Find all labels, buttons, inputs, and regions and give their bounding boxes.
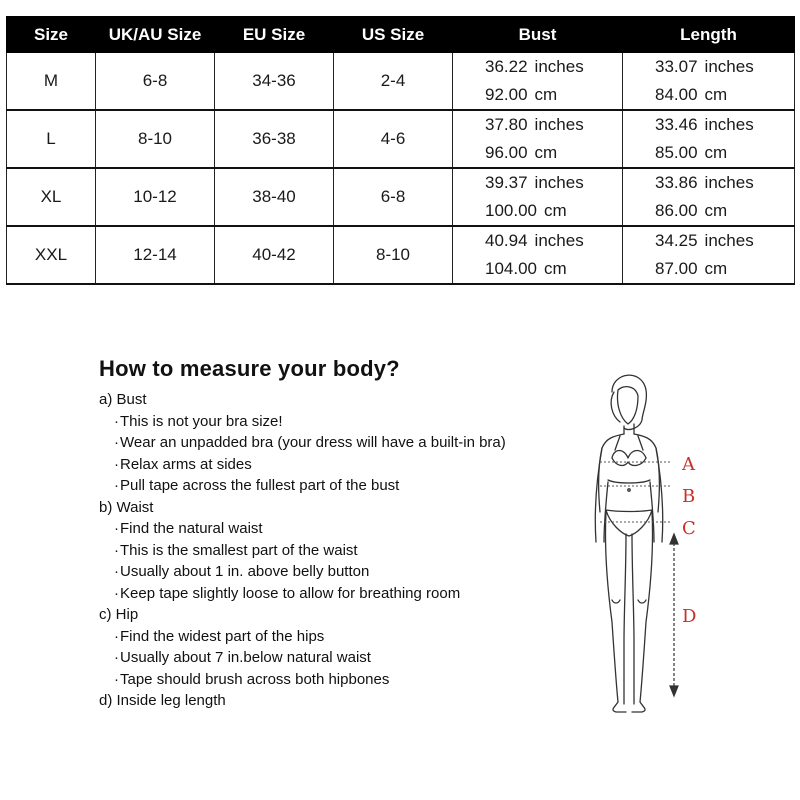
cell-length-inches bbox=[623, 110, 795, 139]
cell-length-cm bbox=[623, 139, 795, 168]
bullet-dot-icon: · bbox=[114, 563, 119, 580]
guide-bullet-item bbox=[99, 411, 579, 433]
guide-section-label: c) Hip bbox=[99, 606, 139, 623]
size-chart-table bbox=[6, 16, 795, 285]
cell-bust-inches-value: 40.94 bbox=[485, 231, 528, 250]
guide-bullet-text: Wear an unpadded bra (your dress will have a built-in bra) bbox=[120, 434, 506, 451]
cell-bust-cm-value: 96.00 bbox=[485, 143, 528, 162]
bullet-dot-icon: · bbox=[114, 541, 119, 559]
cell-size: L bbox=[7, 110, 96, 168]
cell-eu-size: 40-42 bbox=[215, 226, 334, 284]
cell-eu-size: 36-38 bbox=[215, 110, 334, 168]
cell-bust-cm bbox=[453, 139, 623, 168]
table-row bbox=[7, 226, 795, 255]
header-bust: Bust bbox=[453, 17, 623, 53]
cell-bust-inches-unit: inches bbox=[534, 57, 584, 76]
guide-bullet-text: Tape should brush across both hipbones bbox=[120, 670, 390, 688]
cell-bust-cm bbox=[453, 81, 623, 110]
cell-us-size: 6-8 bbox=[334, 168, 453, 226]
guide-bullet-text: This is not your bra size! bbox=[120, 412, 283, 430]
cell-length-cm-unit: cm bbox=[704, 85, 728, 104]
cell-bust-cm-unit: cm bbox=[544, 259, 567, 278]
cell-length-cm bbox=[623, 81, 795, 110]
guide-bullet-item bbox=[99, 518, 579, 540]
cell-length-inches-unit: inches bbox=[704, 231, 754, 250]
figure-label-c: C bbox=[682, 518, 696, 539]
cell-bust-inches bbox=[453, 53, 623, 82]
cell-size: XXL bbox=[7, 226, 96, 284]
header-us-size: US Size bbox=[334, 17, 453, 53]
cell-bust-cm-unit: cm bbox=[544, 201, 567, 220]
cell-length-inches-unit: inches bbox=[704, 173, 754, 192]
guide-section-label: b) Waist bbox=[99, 498, 154, 516]
cell-length-cm-value: 86.00 bbox=[655, 201, 698, 220]
table-body bbox=[7, 53, 795, 285]
guide-bullet-text: This is the smallest part of the waist bbox=[120, 541, 358, 559]
cell-uk-au-size: 8-10 bbox=[96, 110, 215, 168]
guide-bullet-text: Find the natural waist bbox=[120, 520, 263, 537]
guide-bullet-text: Pull tape across the fullest part of the bust bbox=[120, 477, 400, 494]
guide-bullet-item bbox=[99, 647, 579, 669]
cell-us-size: 4-6 bbox=[334, 110, 453, 168]
header-size: Size bbox=[7, 17, 96, 53]
bullet-dot-icon: · bbox=[114, 584, 119, 602]
bullet-dot-icon: · bbox=[114, 627, 119, 645]
cell-length-inches bbox=[623, 53, 795, 82]
cell-bust-cm bbox=[453, 255, 623, 284]
table-row bbox=[7, 53, 795, 82]
cell-length-inches bbox=[623, 168, 795, 197]
cell-length-cm-unit: cm bbox=[704, 201, 728, 220]
bullet-dot-icon: · bbox=[114, 455, 119, 473]
guide-lines bbox=[99, 389, 579, 712]
header-eu-size: EU Size bbox=[215, 17, 334, 53]
bullet-dot-icon: · bbox=[114, 670, 119, 688]
cell-bust-cm bbox=[453, 197, 623, 226]
cell-us-size: 8-10 bbox=[334, 226, 453, 284]
cell-length-inches-value: 33.07 bbox=[655, 57, 698, 76]
guide-bullet-item bbox=[99, 583, 579, 605]
body-outline-icon bbox=[590, 362, 710, 722]
cell-bust-inches-unit: inches bbox=[534, 115, 584, 134]
header-uk-au-size: UK/AU Size bbox=[96, 17, 215, 53]
guide-bullet-item bbox=[99, 540, 579, 562]
guide-title: How to measure your body? bbox=[99, 356, 400, 381]
guide-bullet-text: Usually about 1 in. above belly button bbox=[120, 563, 370, 580]
cell-uk-au-size: 12-14 bbox=[96, 226, 215, 284]
bullet-dot-icon: · bbox=[114, 434, 119, 451]
cell-length-inches-value: 33.86 bbox=[655, 173, 698, 192]
cell-length-cm bbox=[623, 197, 795, 226]
cell-bust-cm-unit: cm bbox=[534, 143, 558, 162]
bullet-dot-icon: · bbox=[114, 477, 119, 494]
header-length: Length bbox=[623, 17, 795, 53]
guide-bullet-text: Usually about 7 in.below natural waist bbox=[120, 649, 371, 666]
bullet-dot-icon: · bbox=[114, 520, 119, 537]
guide-bullet-item bbox=[99, 475, 579, 497]
cell-length-inches-value: 33.46 bbox=[655, 115, 698, 134]
cell-bust-inches-unit: inches bbox=[534, 173, 584, 192]
cell-eu-size: 38-40 bbox=[215, 168, 334, 226]
cell-length-inches-unit: inches bbox=[704, 57, 754, 76]
guide-bullet-item bbox=[99, 669, 579, 691]
cell-length-inches bbox=[623, 226, 795, 255]
cell-size: M bbox=[7, 53, 96, 111]
cell-length-cm-unit: cm bbox=[704, 259, 728, 278]
cell-uk-au-size: 6-8 bbox=[96, 53, 215, 111]
cell-size: XL bbox=[7, 168, 96, 226]
guide-bullet-item bbox=[99, 561, 579, 583]
bullet-dot-icon: · bbox=[114, 412, 119, 430]
guide-section-label: a) Bust bbox=[99, 391, 147, 408]
body-measurement-figure bbox=[590, 362, 710, 722]
cell-length-cm-value: 85.00 bbox=[655, 143, 698, 162]
cell-bust-inches-value: 36.22 bbox=[485, 57, 528, 76]
cell-bust-inches bbox=[453, 168, 623, 197]
cell-length-inches-value: 34.25 bbox=[655, 231, 698, 250]
cell-length-cm bbox=[623, 255, 795, 284]
guide-bullet-item bbox=[99, 454, 579, 476]
cell-bust-inches-unit: inches bbox=[534, 231, 584, 250]
cell-bust-cm-unit: cm bbox=[534, 85, 558, 104]
cell-length-cm-unit: cm bbox=[704, 143, 728, 162]
cell-bust-inches-value: 39.37 bbox=[485, 173, 528, 192]
cell-eu-size: 34-36 bbox=[215, 53, 334, 111]
cell-bust-cm-value: 104.00 bbox=[485, 259, 537, 278]
cell-length-inches-unit: inches bbox=[704, 115, 754, 134]
guide-bullet-text: Keep tape slightly loose to allow for breathing room bbox=[120, 584, 461, 602]
guide-bullet-item bbox=[99, 432, 579, 454]
guide-bullet-text: Find the widest part of the hips bbox=[120, 627, 325, 645]
guide-section-label: d) Inside leg length bbox=[99, 692, 226, 709]
guide-bullet-item bbox=[99, 626, 579, 648]
cell-us-size: 2-4 bbox=[334, 53, 453, 111]
cell-length-cm-value: 87.00 bbox=[655, 259, 698, 278]
figure-label-d: D bbox=[682, 606, 697, 627]
cell-length-cm-value: 84.00 bbox=[655, 85, 698, 104]
cell-bust-cm-value: 100.00 bbox=[485, 201, 537, 220]
table-row bbox=[7, 168, 795, 197]
cell-uk-au-size: 10-12 bbox=[96, 168, 215, 226]
table-header-row bbox=[7, 17, 795, 53]
cell-bust-inches bbox=[453, 110, 623, 139]
measure-guide bbox=[99, 356, 579, 712]
guide-bullet-text: Relax arms at sides bbox=[120, 455, 252, 473]
table-row bbox=[7, 110, 795, 139]
cell-bust-inches-value: 37.80 bbox=[485, 115, 528, 134]
cell-bust-inches bbox=[453, 226, 623, 255]
cell-bust-cm-value: 92.00 bbox=[485, 85, 528, 104]
figure-label-a: A bbox=[682, 454, 695, 475]
figure-label-b: B bbox=[682, 486, 696, 507]
bullet-dot-icon: · bbox=[114, 649, 119, 666]
